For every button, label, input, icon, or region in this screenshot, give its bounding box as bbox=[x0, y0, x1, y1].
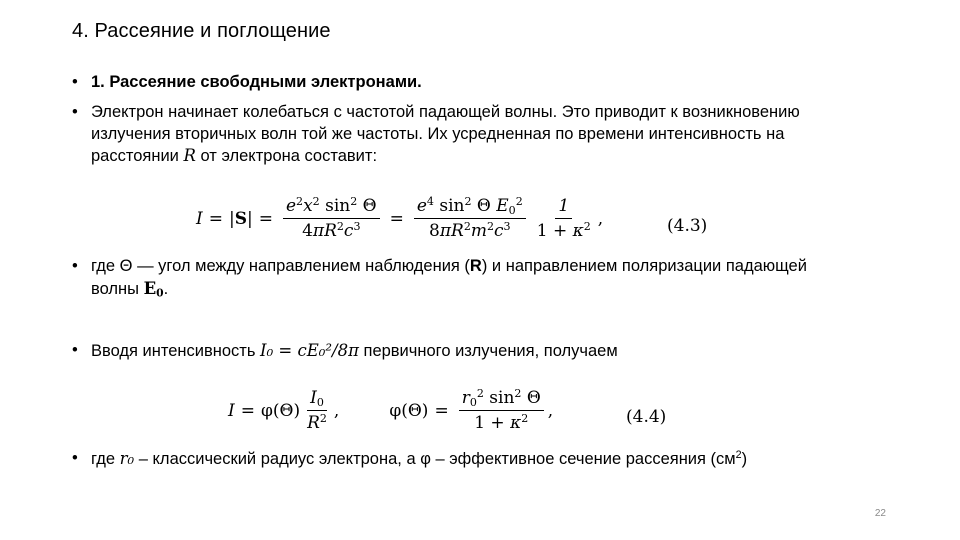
inline-formula: I₀ = cE₀²/8π bbox=[260, 341, 359, 360]
bullet-item bbox=[72, 340, 852, 363]
equation-4-3: I = |S| = $\frac{e^2x^2 \sin^2 \Theta}{4\pi R^2c^3}$ = $\frac{e^4 \sin^2 \Theta E_0^2}{8\pi R^2m^2c^3}$ $\frac{1}{1 + \kappa^2}$ , bbox=[196, 194, 604, 241]
bullet-marker: • bbox=[72, 449, 78, 467]
bullet-text: Вводя интенсивность I₀ = cE₀²/8π первичного излучения, получаем bbox=[91, 341, 618, 360]
bullet-marker: • bbox=[72, 73, 78, 91]
equation-number: (4.4) bbox=[626, 407, 667, 427]
bullet-text: где r₀ – классический радиус электрона, а φ – эффективное сечение рассеяния $(см^2)$ bbox=[91, 449, 748, 468]
bullet-marker: • bbox=[72, 257, 78, 275]
bullet-item bbox=[72, 448, 852, 471]
slide-title: 4. Рассеяние и поглощение bbox=[72, 20, 331, 42]
bullet-text: 1. Рассеяние свободными электронами. bbox=[91, 73, 422, 91]
bullet-text: Электрон начинает колебаться с частотой падающей волны. Это приводит к возникновению излучения вторичных волн той же частоты. Их усредненная по времени интенсивность на расстоянии R от электрона составит: bbox=[91, 103, 800, 165]
page-number: 22 bbox=[874, 508, 886, 519]
bullet-marker: • bbox=[72, 341, 78, 359]
bullet-item bbox=[72, 72, 852, 94]
bullet-item bbox=[72, 102, 852, 168]
bullet-item bbox=[72, 256, 852, 300]
bullet-text: где Θ — угол между направлением наблюдения (R) и направлением поляризации падающей волны $E_0$. bbox=[91, 257, 807, 300]
equation-number: (4.3) bbox=[667, 216, 708, 236]
equation-4-4: I = φ(Θ) $\frac{I_0}{R^2}$ , φ(Θ) = $\frac{r_0^2 \sin^2 \Theta}{1 + \kappa^2}$ , bbox=[228, 386, 554, 433]
bullet-marker: • bbox=[72, 103, 78, 121]
